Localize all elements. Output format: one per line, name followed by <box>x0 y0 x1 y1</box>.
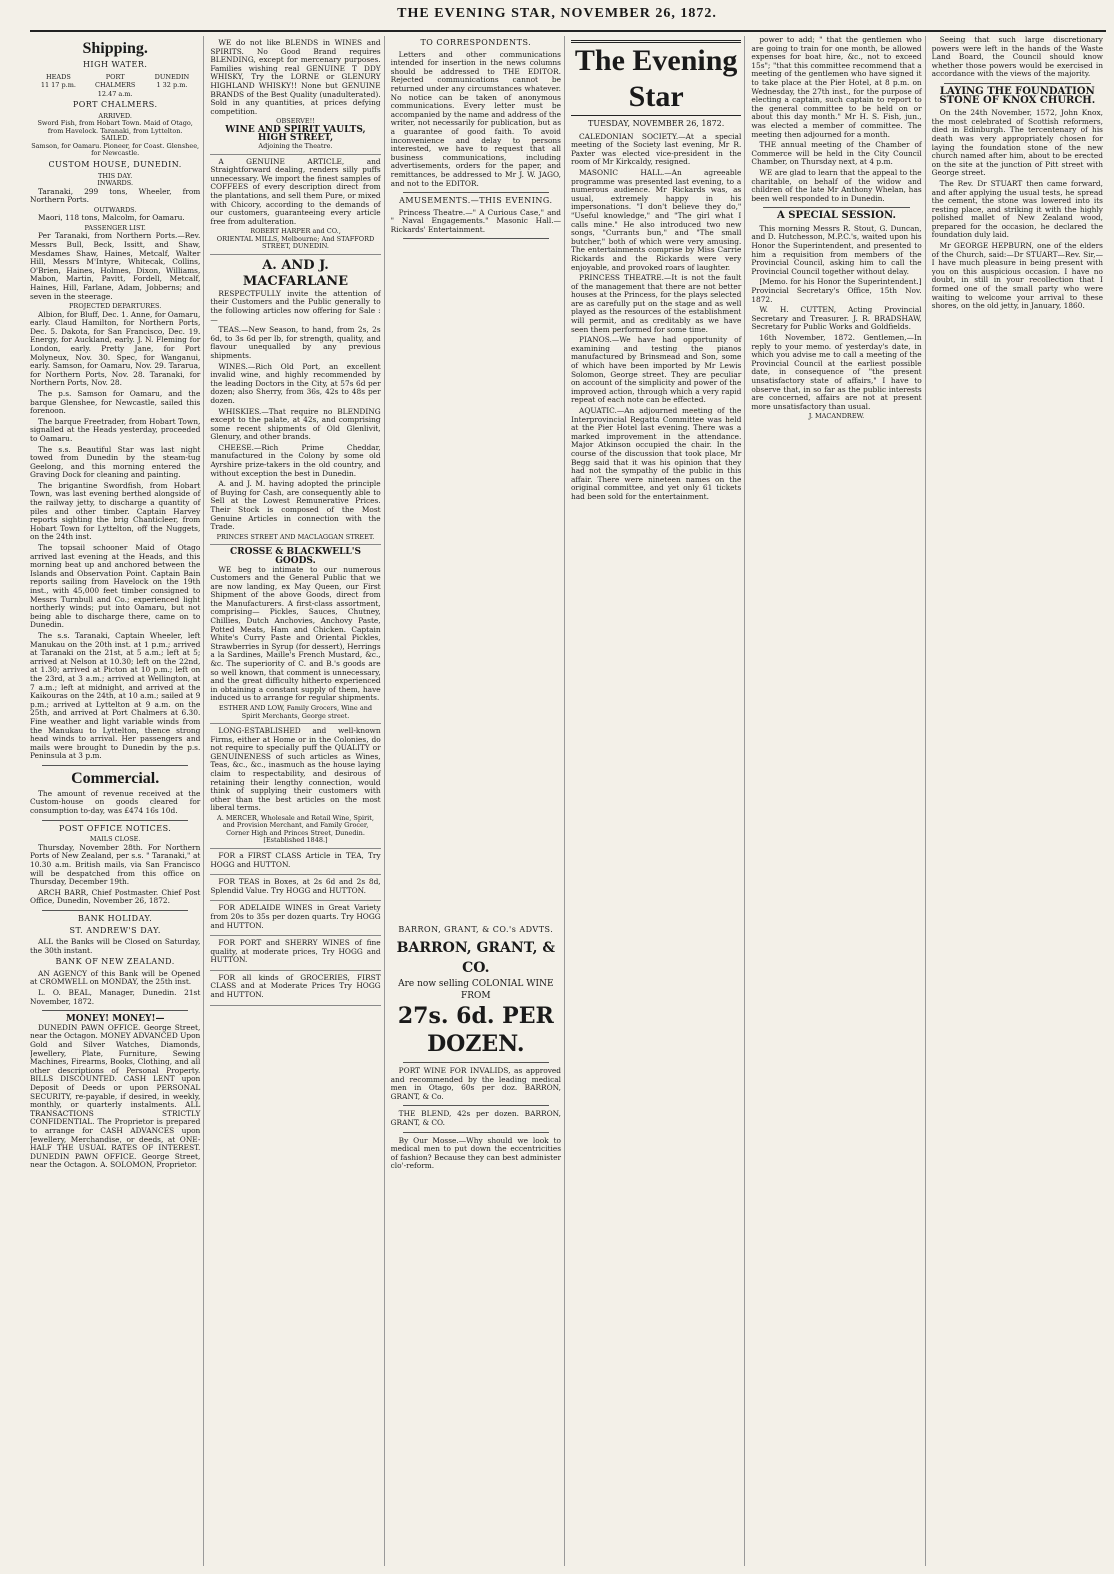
divider <box>403 192 549 193</box>
st-andrews-text: ALL the Banks will be Closed on Saturday, the 30th instant. <box>30 937 201 955</box>
passenger-list-heading: PASSENGER LIST. <box>84 223 146 232</box>
hepburn-text: Mr GEORGE HEPBURN, one of the elders of the Church, said:—Dr STUART—Rev. Sir,—I have much pleasure in being present with you on this auspicious occasion. I have no doubt, in still in your recollection that I formed one of the small party who were waiting to welcome your arrival to these shores, on the old jetty, in January, 1860. <box>931 241 1103 311</box>
shipping-paragraph: The s.s. Taranaki, Captain Wheeler, left Manukau on the 20th inst. at 1 p.m.; arrived at Taranaki on the 21st, at 5 a.m.; left at 5; arrived at Nelson at 10.30; left on the 22nd, at 1.30; arrived at Picton at 10 p.m.; left on the 23rd, at 3 a.m.; arrived at Wellington, at 7 a.m.; left at midnight, and arrived at the Kaikouras on the 24th, at 10 a.m.; sailed at 9 p.m.; arrived at Lyttelton at 9 a.m. on the 25th, and arrived at Port Chalmers at 6.30. Fine weather and light variable winds from the Manukau to Lyttelton, thence strong head winds to arrival. Her passengers and mails were brought to Dunedin by the p.s. Peninsula at 3 p.m. <box>30 630 201 761</box>
divider <box>42 1010 188 1011</box>
tide-port-chalmers: PORT CHALMERS 12.47 a.m. <box>94 72 136 98</box>
masthead-rule <box>30 30 1106 32</box>
outwards-text: Maori, 118 tons, Malcolm, for Oamaru. <box>38 213 185 223</box>
knox-text: On the 24th November, 1572, John Knox, the most celebrated of Scottish reformers, died in Edinburgh. The tercentenary of his death was very appropriately chosen for laying the foundation stone of the new church named after him, about to be erected on the site at the junction of Pitt street with George street. <box>931 108 1103 178</box>
divider <box>403 1062 549 1063</box>
amusements-heading: AMUSEMENTS.—THIS EVENING. <box>399 196 553 206</box>
shipping-paragraph: The p.s. Samson for Oamaru, and the barque Glenshee, for Newcastle, sailed this forenoon. <box>30 388 201 416</box>
post-text: Thursday, November 28th. For Northern Ports of New Zealand, per s.s. " Taranaki," at 10.30 a.m. British mails, via San Francisco will be despatched from this office on Thursday, December 19th. <box>30 842 201 887</box>
bank-nz-heading: BANK OF NEW ZEALAND. <box>55 957 175 967</box>
divider <box>42 910 188 911</box>
crosse-heading: CROSSE & BLACKWELL'S GOODS. <box>229 547 361 566</box>
macfarlane-text: RESPECTFULLY invite the attention of their Customers and the Public generally to the following articles now offering for Sale :— <box>210 288 381 324</box>
port-chalmers-heading: PORT CHALMERS. <box>72 100 158 110</box>
amusements-text: Princess Theatre.—" A Curious Case," and " Naval Engagements." Masonic Hall.—Rickards' Entertainment. <box>390 207 561 234</box>
this-day: THIS DAY. <box>98 171 133 180</box>
whisky-ad <box>210 36 380 155</box>
inwards-text: Taranaki, 299 tons, Wheeler, from Northern Ports. <box>30 186 201 205</box>
memo-text: [Memo. for his Honor the Superintendent.] Provincial Secretary's Office, 15th Nov. 1872. <box>751 277 922 304</box>
column-3 <box>391 36 565 1566</box>
mercer-sign: A. MERCER, Wholesale and Retail Wine, Spirit, and Provision Merchant, and Family Grocer, Corner High and Princes Street, Dunedin. <box>217 813 374 837</box>
reply-text: 16th November, 1872. Gentlemen,—In reply to your memo. of yesterday's date, in which you advise me to call a meeting of the Provincial Council at the earliest possible date, in consequence of "the present unsatisfactory state of affairs," I have to observe that, in so far as the public interests are concerned, affairs are not at present more unsatisfactory than usual. <box>751 333 922 411</box>
money-heading: MONEY! MONEY!— <box>65 1014 165 1025</box>
high-water-heading: HIGH WATER. <box>82 60 148 69</box>
sailed-heading: SAILED. <box>101 134 130 143</box>
hogg-ad-5: FOR all kinds of GROCERIES, FIRST CLASS and at Moderate Prices Try HOGG and HUTTON. <box>210 971 380 1006</box>
mails-close: MAILS CLOSE. <box>89 835 141 844</box>
projected-heading: PROJECTED DEPARTURES. <box>69 302 162 311</box>
arrived-text: Sword Fish, from Hobart Town. Maid of Otago, from Havelock. Taranaki, from Lyttelton. <box>37 119 193 135</box>
blend-text: THE BLEND, 42s per dozen. BARRON, GRANT, & CO. <box>390 1109 561 1128</box>
crosse-ad <box>210 545 380 724</box>
aquatic-text: AQUATIC.—An adjourned meeting of the Interprovincial Regatta Committee was held at the Pier Hotel last evening. There was a marked improvement in the attendance. Major Atkinson occupied the chair. In the course of the discussion that took place, Mr Begg said that it was his opinion that they had not the sympathy of the public in this affair. There were nineteen names on the original committee, and yet only 61 tickets had been sold for the entertainment. <box>570 406 742 501</box>
appeal-text: WE are glad to learn that the appeal to the charitable, on behalf of the widow and children of the late Mr Anthony Whelan, has been well responded to in Dunedin. <box>751 167 922 203</box>
shipping-paragraph: The s.s. Beautiful Star was last night towed from Dunedin by the steam-tug Geelong, and this morning entered the Graving Dock for cleaning and painting. <box>30 444 201 480</box>
vaults-heading: WINE AND SPIRIT VAULTS, HIGH STREET, <box>225 124 366 144</box>
divider <box>403 1132 549 1133</box>
divider <box>403 238 549 239</box>
columns <box>30 36 1106 1566</box>
crosse-text: WE beg to intimate to our numerous Customers and the General Public that we are now landing, ex May Queen, our First Shipment of the above Goods, direct from the Manufacturers. A first-class assortment, comprising— Pickles, Sauces, Chutney, Chillies, Dutch Anchovies, Anchovy Paste, Potted Meats, Ham and Chicken. Captain White's Curry Paste and Oriental Pickles, Strawberries in Syrup (for dessert), Herrings a la Sardines, Maille's French Mustard, &c., &c. The superiority of C. and B.'s goods are so well known, that comment is unnecessary, and the great difficulty hitherto experienced in obtaining a constant supply of them, have induced us to arrange for regular shipments. <box>210 564 381 703</box>
column-2 <box>210 36 384 1566</box>
commercial-text: The amount of revenue received at the Custom-house on goods cleared for consumption to-day, was £474 16s 10d. <box>30 788 201 816</box>
wines-text: WINES.—Rich Old Port, an excellent invalid wine, and highly recommended by the leading Doctors in the City, at 57s 6d per dozen; also Sherry, from 36s, 42s to 48s per dozen. <box>210 361 381 405</box>
column-3-spacer <box>391 243 561 923</box>
custom-house-heading: CUSTOM HOUSE, DUNEDIN. <box>48 159 182 169</box>
hogg-ad-3: FOR ADELAIDE WINES in Great Variety from 20s to 35s per dozen quarts. Try HOGG and HUTTON. <box>210 901 380 936</box>
tide-heads: HEADS 11 17 p.m. <box>40 72 76 90</box>
princess-text: PRINCESS THEATRE.—It is not the fault of the management that there are not better houses at the Princess, for the plays selected are as carefully put on the stage and as well played as the resources of the establishment will permit, and as creditably as we have seen them performed for some time. <box>570 273 742 334</box>
macfarlane-heading: A. AND J. MACFARLANE <box>242 257 349 289</box>
coffee-ad <box>210 155 380 255</box>
correspondents-heading: TO CORRESPONDENTS. <box>420 38 532 47</box>
chamber-text: THE annual meeting of the Chamber of Commerce will be held in the City Council Chamber, on Thursday next, at 4 p.m. <box>751 140 922 167</box>
teas-text: TEAS.—New Season, to hand, from 2s, 2s 6d, to 3s 6d per lb, for strength, quality, and flavour unequalled by any previous shipments. <box>210 325 381 360</box>
column-6 <box>932 36 1106 1566</box>
correspondents-text: Letters and other communications intended for insertion in the news columns should be addressed to THE EDITOR. Rejected communications cannot be returned under any circumstances whatever. No notice can be taken of anonymous communications. Every letter must be accompanied by the name and address of the writer, not necessarily for publication, but as a guarantee of good faith. To avoid inconvenience and delay to persons interested, we have to request that all business communications, including advertisements, orders for the paper, and remittances, be addressed to Mr J. W. JAGO, and not to the EDITOR. <box>390 49 561 188</box>
cutten-sign: W. H. CUTTEN, Acting Provincial Secretary and Treasurer. J. R. BRADSHAW, Secretary for Public Works and Goldfields. <box>751 305 922 332</box>
observe: OBSERVE!! <box>276 117 315 126</box>
evening-star-nameplate: The Evening Star <box>571 40 741 116</box>
macandrew-sign: J. MACANDREW. <box>808 412 865 421</box>
arrived-heading: ARRIVED. <box>98 111 132 120</box>
vaults-sub: Adjoining the Theatre. <box>258 142 333 151</box>
barron-big: BARRON, GRANT, & CO. <box>396 940 555 977</box>
bank-holiday-heading: BANK HOLIDAY. <box>77 913 153 923</box>
divider <box>763 207 909 208</box>
st-andrews-heading: ST. ANDREW'S DAY. <box>69 925 161 935</box>
hogg-ad-2: FOR TEAS in Boxes, at 2s 6d and 2s 8d, Splendid Value. Try HOGG and HUTTON. <box>210 875 380 901</box>
divider <box>42 765 188 766</box>
masonic-text: MASONIC HALL.—An agreeable programme was presented last evening, to a numerous audience. Mr Rickards was, as usual, extremely happy in his impersonations. "I don't believe they do," "Useful knowledge," and "The girl what I calls mine." He also introduced two new songs, "Currants bun," and "The small butcher," both of which were very amusing. The entertainments comprise by Miss Carrie Rickards and the Rickards were very enjoyable, and provoked roars of laughter. <box>570 167 742 272</box>
bank-nz-sign: L. O. BEAL, Manager, Dunedin. 21st November, 1872. <box>30 988 201 1006</box>
colonial-wine: Are now selling COLONIAL WINE FROM <box>398 979 554 1002</box>
special-session-heading: A SPECIAL SESSION. <box>777 210 896 222</box>
outwards-heading: OUTWARDS. <box>93 205 137 214</box>
masthead: THE EVENING STAR, NOVEMBER 26, 1872. <box>397 6 717 21</box>
stuart-text: The Rev. Dr STUART then came forward, and after applying the usual tests, he spread the cement, the stone was lowered into its resting place, and striking it with the highly polished mallet of New Zealand wood, prepared for the occasion, he declared the foundation duly laid. <box>931 178 1103 240</box>
regatta-text: power to add; " that the gentlemen who are going to train for one month, be allowed expenses for boat hire, &c., not to exceed 15s"; "that this committee recommend that a meeting of the gentlemen who have signed it to take place at the Pier Hotel, at 8 p.m. on Wednesday, the 27th inst., for the purpose of electing a captain, such captain to report to the general committee to be held on or about this day month." Mr H. S. Fish, jun., was elected a member of committee. The meeting then adjourned for a month. <box>751 36 922 139</box>
knox-church-heading: LAYING THE FOUNDATION STONE OF KNOX CHURCH. <box>939 85 1096 106</box>
projected-text: Albion, for Bluff, Dec. 1. Anne, for Oamaru, early. Claud Hamilton, for Northern Ports, Dec. 5. Dakota, for San Francisco, Dec. 19. Energy, for Auckland, early. J. N. Fleming for London, early. Pretty Jane, for Port Molyneux, Nov. 30. Spec, for Wanganui, early. Samson, for Oamaru, Nov. 29. Tararua, for Northern Ports, Nov. 28. Taranaki, for Northern Ports, Nov. 28. <box>30 309 201 388</box>
bank-nz-text: AN AGENCY of this Bank will be Opened at CROMWELL on MONDAY, the 25th inst. <box>30 968 201 987</box>
column-1 <box>30 36 204 1566</box>
sailed-text: Samson, for Oamaru. Pioneer, for Coast. Glenshee, for Newcastle. <box>31 141 200 158</box>
princes-street: PRINCES STREET AND MACLAGGAN STREET. <box>216 532 375 541</box>
shipping-paragraph: The topsail schooner Maid of Otago arrived last evening at the Heads, and this morning beat up and anchored between the Islands and Observation Point. Captain Bain reports sailing from Havelock on the 19th inst., with 45,000 feet timber consigned to Messrs Turnbull and Co.; experienced light northerly winds; put into Oamaru, but not being able to discharge there, came on to Dunedin. <box>30 543 201 630</box>
long-established-text: LONG-ESTABLISHED and well-known Firms, either at Home or in the Colonies, do not require to specially puff the QUALITY or GENUINENESS of such articles as Wines, Teas, &c., &c., inasmuch as the house laying claim to respectability, and desirous of retaining their lengthy connection, would think of supplying their customers with other than the best articles on the most liberal terms. <box>210 726 381 813</box>
column-4 <box>571 36 745 1566</box>
whiskies-text: WHISKIES.—That require no BLENDING except to the palate, at 42s, and comprising some recent shipments of Old Glenlivit, Glenury, and other brands. <box>210 406 381 442</box>
macfarlane-close: A. and J. M. having adopted the principle of Buying for Cash, are consequently able to Sell at the Lowest Remunerative Prices. Their Stock is composed of the Most Genuine Articles in connection with the Trade. <box>210 479 381 532</box>
divider <box>403 1105 549 1106</box>
hogg-ad-4: FOR PORT and SHERRY WINES of fine quality, at moderate prices, Try HOGG and HUTTON. <box>210 936 380 971</box>
waste-land-text: Seeing that such large discretionary powers were left in the hands of the Waste Land Board, the Council should know whether those powers would be exercised in accordance with the views of the majority. <box>931 36 1103 79</box>
money-text: DUNEDIN PAWN OFFICE. George Street, near the Octagon. MONEY ADVANCED Upon Gold and Silver Watches, Diamonds, Jewellery, Plate, Furniture, Sewing Machines, Firearms, Books, Clothing, and all other descriptions of Personal Property. BILLS DISCOUNTED. CASH LENT upon Deposit of Deeds or upon PERSONAL SECURITY, re-payable, if desired, in weekly, monthly, or quarterly instalments. ALL TRANSACTIONS STRICTLY CONFIDENTIAL. The Proprietor is prepared to arrange for CASH ADVANCES upon Jewellery, Merchandise, or deeds, at ONE-HALF THE USUAL RATES OF INTEREST. DUNEDIN PAWN OFFICE. George Street, near the Octagon. A. SOLOMON, Proprietor. <box>30 1022 201 1170</box>
divider <box>944 83 1091 84</box>
port-invalids-text: PORT WINE FOR INVALIDS, as approved and recommended by the leading medical men in Otago, 60s per doz. BARRON, GRANT, & Co. <box>390 1066 561 1101</box>
post-sign: ARCH BARR, Chief Postmaster. Chief Post Office, Dunedin, November 26, 1872. <box>30 887 201 906</box>
column-5 <box>751 36 925 1566</box>
mercer-ad <box>210 724 380 849</box>
established: [Established 1848.] <box>263 836 328 845</box>
passenger-text: Per Taranaki, from Northern Ports.—Rev. Messrs Bull, Beck, Issitt, and Shaw, Mesdames Shaw, Haines, Metcalf, Walter Hill, Messrs M'Intyre, Whitecak, Collins, O'Brien, Haines, Holmes, Dixon, Williams, Mabon, Martin, Pavitt, Fordell, Metcalf, Haines, Hill, Farlane, Adam, Jobberns; and seven in the steerage. <box>30 231 201 301</box>
harper-sub: ORIENTAL MILLS, Melbourne; And STAFFORD STREET, DUNEDIN. <box>216 234 375 251</box>
inwards-heading: INWARDS. <box>97 179 134 188</box>
hogg-ad-1: FOR a FIRST CLASS Article in TEA, Try HOGG and HUTTON. <box>210 849 380 875</box>
shipping-paragraph: The brigantine Swordfish, from Hobart Town, was last evening berthed alongside of the railway jetty, to discharge a quantity of piles and other timber. Captain Harvey reports sighting the brig Chanticleer, from Hobart Town for Lyttelton, off the Nuggets, on the 24th inst. <box>30 480 201 542</box>
cheese-text: CHEESE.—Rich Prime Cheddar, manufactured in the Colony by some old Ayrshire prize-takers in the old country, and without exception the best in Dunedin. <box>210 442 381 478</box>
whisky-ad-text: WE do not like BLENDS in WINES and SPIRITS. No Good Brand requires BLENDING, except for mercenary purposes. Families wishing real GENUINE T DDY WHISKY, Try the LORNE or GLENURY HIGHLAND WHISKY!! None but GENUINE BRANDS of the Best Quality (unadulterated). Sold in any quantities, at prices defying competition. <box>210 38 381 116</box>
tide-dunedin: DUNEDIN 1 32 p.m. <box>154 72 190 90</box>
macfarlane-ad <box>210 255 380 546</box>
harper-name: ROBERT HARPER and CO., <box>250 227 341 236</box>
dateline: TUESDAY, NOVEMBER 26, 1872. <box>588 119 725 128</box>
commercial-title: Commercial. <box>71 769 160 787</box>
pianos-text: PIANOS.—We have had opportunity of examining and testing the pianos manufactured by Brinsmead and Son, some of which have been imported by Mr Lewis Solomon, George street. They are peculiar on account of the simplicity and power of the improved action, through which a very rapid repeat of each note can be effected. <box>570 335 742 405</box>
session-text: This morning Messrs R. Stout, G. Duncan, and D. Hutchesson, M.P.C.'s, waited upon his Honor the Superintendent, and presented to him a requisition from members of the Provincial Council, asking him to call the Provincial Council together without delay. <box>751 223 922 276</box>
post-office-heading: POST OFFICE NOTICES. <box>58 823 172 833</box>
shipping-paragraph: The barque Freetrader, from Hobart Town, signalled at the Heads yesterday, proceeded to Oamaru. <box>30 416 201 443</box>
esther-sign: ESTHER AND LOW, Family Grocers, Wine and Spirit Merchants, George street. <box>218 704 373 720</box>
barron-heading: BARRON, GRANT, & CO.'s ADVTS. <box>398 925 554 935</box>
divider <box>42 820 188 821</box>
wine-price: 27s. 6d. PER DOZEN. <box>397 1003 554 1058</box>
tide-table <box>30 73 200 99</box>
by-our-text: By Our Mosse.—Why should we look to medical men to put down the eccentricities of fashion? Because they can best administer clo'-reform. <box>390 1135 561 1171</box>
caledonian-text: CALEDONIAN SOCIETY.—At a special meeting of the Society last evening, Mr R. Paxter was elected vice-president in the room of Mr Kirkcaldy, resigned. <box>570 131 742 167</box>
shipping-title: Shipping. <box>82 40 148 57</box>
coffee-ad-text: A GENUINE ARTICLE, and Straightforward dealing, renders silly puffs unnecessary. We import the finest samples of COFFEES of every description direct from the plantations, and sell them Pure, or mixed with Chicory, according to the demands of our customers, guaranteeing every article free from adulteration. <box>210 156 381 226</box>
